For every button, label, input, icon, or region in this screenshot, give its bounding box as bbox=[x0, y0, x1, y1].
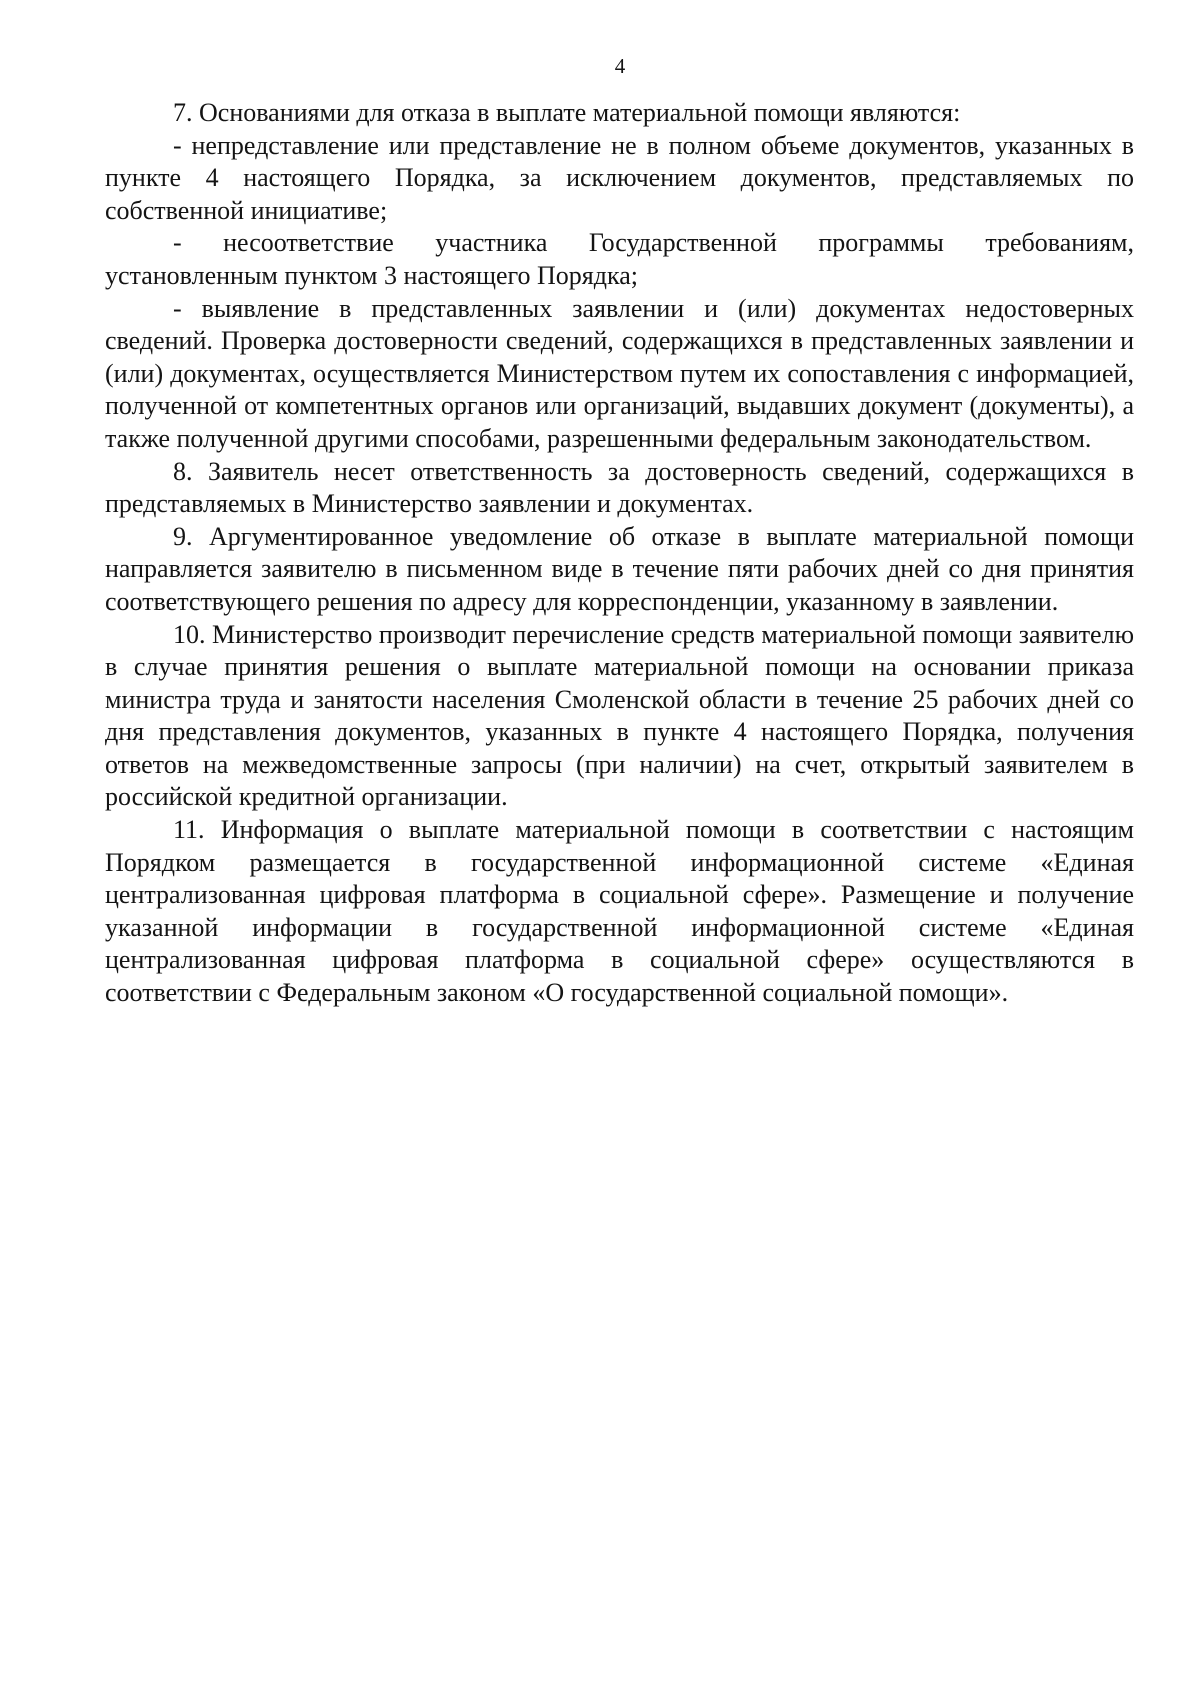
paragraph-10: 10. Министерство производит перечисление средств материальной помощи заявителю в случае принятия решения о выплате материальной помощи на основании приказа министра труда и занятости населения Смоленской области в течение 25 рабочих дней со дня представления документов, указанных в пункте 4 настоящего Порядка, получения ответов на межведомственные запросы (при наличии) на счет, открытый заявителем в российской кредитной организации. bbox=[105, 619, 1134, 812]
paragraph-7-item-3: - выявление в представленных заявлении и (или) документах недостоверных сведений. Проверка достоверности сведений, содержащихся в представленных заявлении и (или) документах, осуществляется Министерством путем их сопоставления с информацией, полученной от компетентных органов или организаций, выдавших документ (документы), а также полученной другими способами, разрешенными федеральным законодательством. bbox=[105, 293, 1134, 453]
paragraph-7-item-1: - непредставление или представление не в полном объеме документов, указанных в пункте 4 настоящего Порядка, за исключением документов, представляемых по собственной инициативе; bbox=[105, 130, 1134, 225]
page-number: 4 bbox=[614, 54, 626, 78]
document-body bbox=[105, 97, 1134, 1010]
paragraph-11: 11. Информация о выплате материальной помощи в соответствии с настоящим Порядком размещается в государственной информационной системе «Единая централизованная цифровая платформа в социальной сфере». Размещение и получение указанной информации в государственной информационной системе «Единая централизованная цифровая платформа в социальной сфере» осуществляются в соответствии с Федеральным законом «О государственной социальной помощи». bbox=[105, 815, 1134, 1008]
paragraph-8: 8. Заявитель несет ответственность за достоверность сведений, содержащихся в представляемых в Министерство заявлении и документах. bbox=[105, 456, 1134, 519]
paragraph-9: 9. Аргументированное уведомление об отказе в выплате материальной помощи направляется заявителю в письменном виде в течение пяти рабочих дней со дня принятия соответствующего решения по адресу для корреспонденции, указанному в заявлении. bbox=[105, 521, 1134, 616]
paragraph-7-item-2: - несоответствие участника Государственной программы требованиям, установленным пунктом 3 настоящего Порядка; bbox=[105, 228, 1134, 290]
paragraph-7-heading: 7. Основаниями для отказа в выплате материальной помощи являются: bbox=[173, 98, 961, 127]
